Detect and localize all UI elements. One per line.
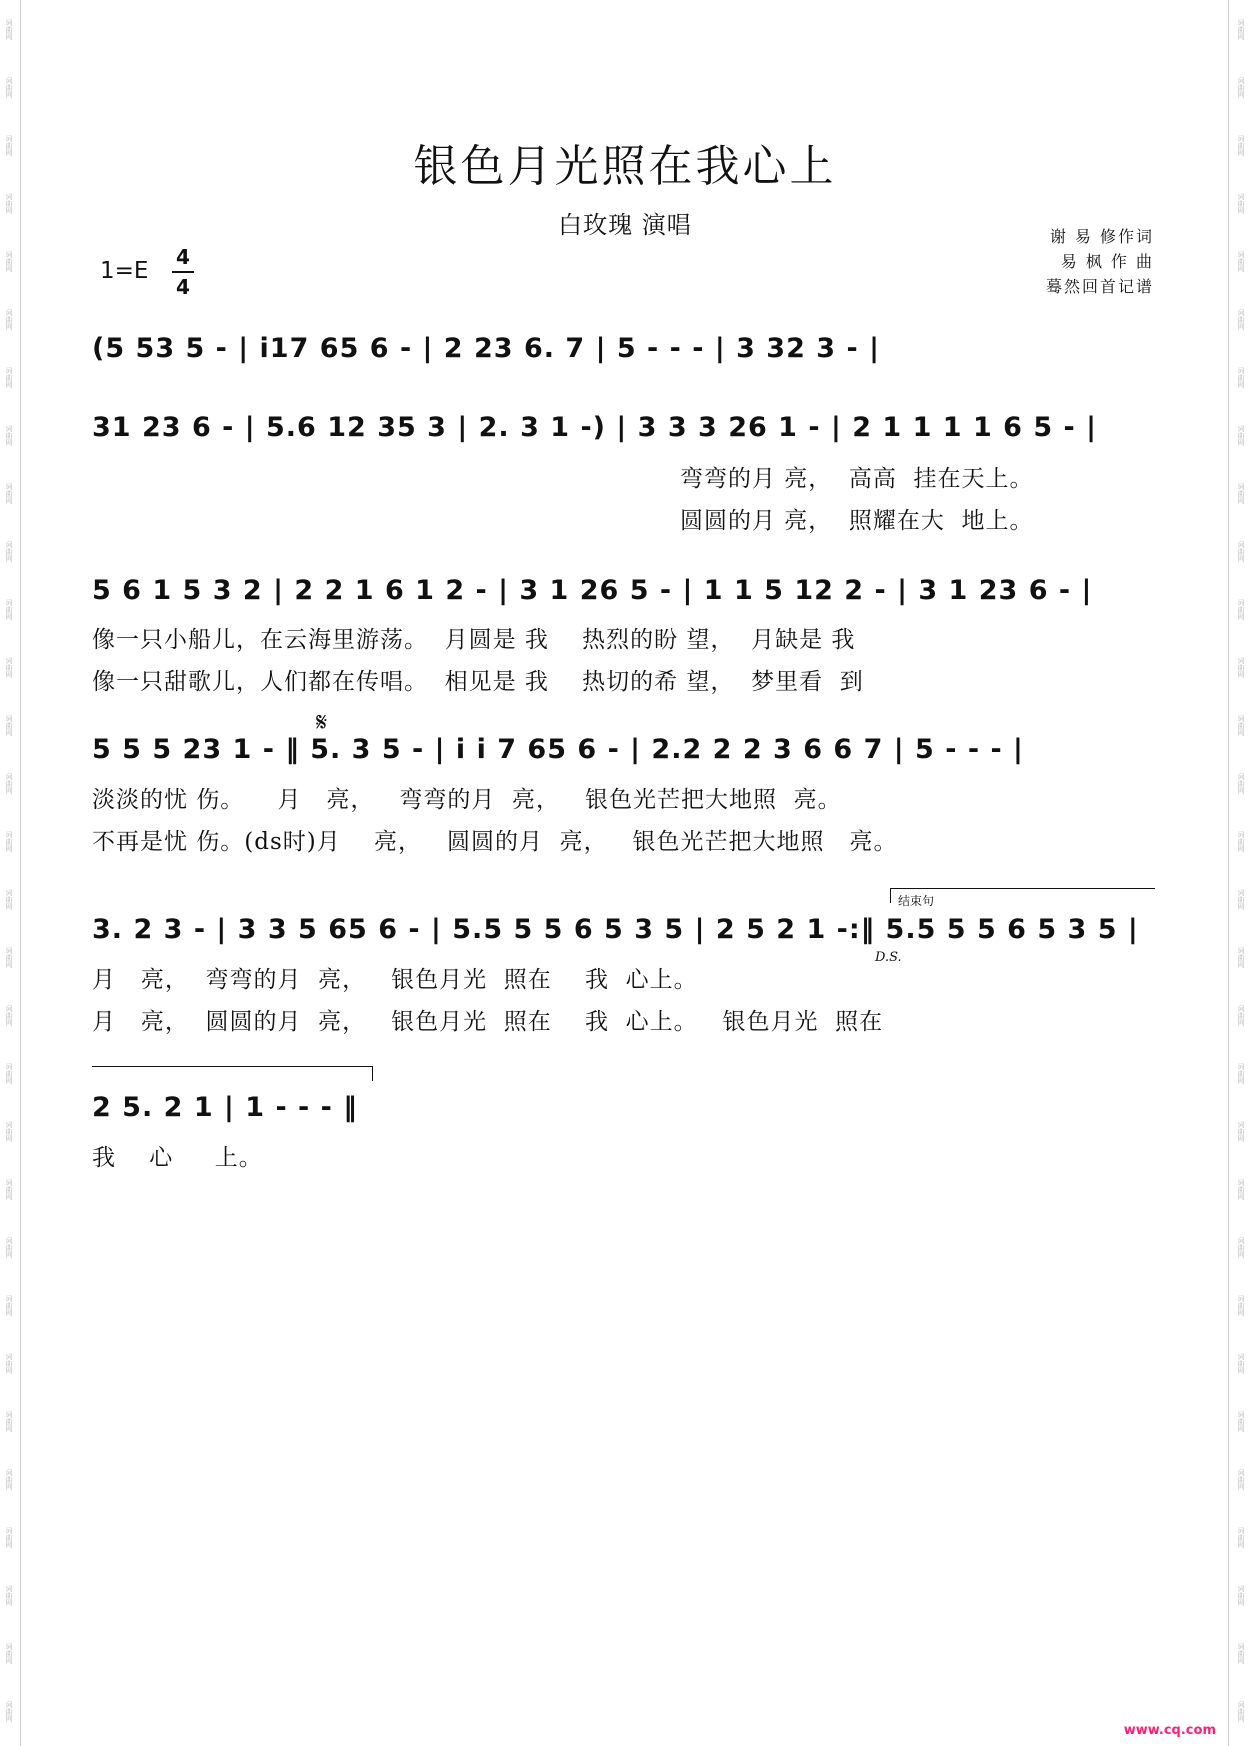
watermark-text: 词曲网 bbox=[5, 1352, 13, 1374]
watermark-text: 词曲网 bbox=[5, 772, 13, 794]
lyrics-row-3-verse-1: 像一只小船儿，在云海里游荡。 月圆是 我 热烈的盼 望， 月缺是 我 bbox=[92, 627, 856, 653]
transcriber-credit: 蓦然回首记谱 bbox=[1045, 277, 1154, 296]
lyrics-row-4-verse-2: 不再是忧 伤。(ds时)月 亮， 圆圆的月 亮， 银色光芒把大地照 亮。 bbox=[92, 829, 898, 855]
watermark-text: 词曲网 bbox=[5, 1526, 13, 1548]
ending-label: 结束句 bbox=[898, 894, 935, 908]
watermark-text: 词曲网 bbox=[1237, 1468, 1245, 1490]
watermark-text: 词曲网 bbox=[1237, 1352, 1245, 1374]
watermark-text: 词曲网 bbox=[5, 1236, 13, 1258]
watermark-text: 词曲网 bbox=[1237, 1062, 1245, 1084]
lyrics-row-2-verse-1: 弯弯的月 亮， 高高 挂在天上。 bbox=[680, 466, 1034, 492]
watermark-text: 词曲网 bbox=[5, 482, 13, 504]
notation-row-4: 5 5 5 23 1 - ‖ 5. 3 5 - | i i 7 65 6 - | 2.2 2 2 3 6 6 7 | 5 - - - | bbox=[92, 734, 1024, 765]
segno-sign: 𝄋 bbox=[316, 708, 328, 738]
watermark-text: 词曲网 bbox=[5, 308, 13, 330]
watermark-text: 词曲网 bbox=[1237, 1526, 1245, 1548]
lyrics-row-5-verse-2: 月 亮， 圆圆的月 亮， 银色月光 照在 我 心上。 银色月光 照在 bbox=[92, 1009, 884, 1035]
notation-row-2: 31 23 6 - | 5.6 12 35 3 | 2. 3 1 -) | 3 3 3 26 1 - | 2 1 1 1 1 6 5 - | bbox=[92, 412, 1098, 443]
watermark-text: 词曲网 bbox=[5, 830, 13, 852]
watermark-text: 词曲网 bbox=[5, 18, 13, 40]
lyrics-row-2-verse-2: 圆圆的月 亮， 照耀在大 地上。 bbox=[680, 508, 1034, 534]
lyricist-credit: 谢 易 修作词 bbox=[1049, 227, 1154, 246]
watermark-text: 词曲网 bbox=[5, 540, 13, 562]
lyrics-row-5-verse-1: 月 亮， 弯弯的月 亮， 银色月光 照在 我 心上。 bbox=[92, 967, 698, 993]
watermark-text: 词曲网 bbox=[5, 1294, 13, 1316]
ending-bracket-end bbox=[92, 1066, 373, 1081]
watermark-text: 词曲网 bbox=[1237, 134, 1245, 156]
time-signature-top: 4 bbox=[176, 245, 190, 269]
watermark-text: 词曲网 bbox=[1237, 482, 1245, 504]
watermark-text: 词曲网 bbox=[5, 656, 13, 678]
watermark-text: 词曲网 bbox=[5, 134, 13, 156]
watermark-text: 词曲网 bbox=[1237, 540, 1245, 562]
watermark-text: 词曲网 bbox=[5, 598, 13, 620]
watermark-text: 词曲网 bbox=[1237, 1700, 1245, 1722]
performer-line: 白玫瑰 演唱 bbox=[558, 211, 692, 239]
watermark-text: 词曲网 bbox=[1237, 1294, 1245, 1316]
credits-block bbox=[1046, 224, 1154, 299]
watermark-text: 词曲网 bbox=[1237, 308, 1245, 330]
watermark-text: 词曲网 bbox=[5, 1584, 13, 1606]
watermark-text: 词曲网 bbox=[1237, 1004, 1245, 1026]
watermark-text: 词曲网 bbox=[1237, 1642, 1245, 1664]
lyrics-row-3-verse-2: 像一只甜歌儿，人们都在传唱。 相见是 我 热切的希 望， 梦里看 到 bbox=[92, 669, 864, 695]
watermark-text: 词曲网 bbox=[1237, 1410, 1245, 1432]
watermark-text: 词曲网 bbox=[1237, 772, 1245, 794]
watermark-text: 词曲网 bbox=[5, 1004, 13, 1026]
watermark-text: 词曲网 bbox=[5, 192, 13, 214]
watermark-text: 词曲网 bbox=[5, 424, 13, 446]
watermark-text: 词曲网 bbox=[5, 714, 13, 736]
watermark-text: 词曲网 bbox=[1237, 1236, 1245, 1258]
ds-marking: D.S. bbox=[875, 950, 902, 965]
site-footer-logo: www.cq.com bbox=[1123, 1723, 1216, 1738]
watermark-text: 词曲网 bbox=[5, 366, 13, 388]
notation-row-6: 2 5. 2 1 | 1 - - - ‖ bbox=[92, 1092, 358, 1123]
watermark-text: 词曲网 bbox=[1237, 76, 1245, 98]
watermark-text: 词曲网 bbox=[1237, 18, 1245, 40]
lyrics-row-6: 我 心 上。 bbox=[92, 1145, 263, 1171]
watermark-text: 词曲网 bbox=[5, 1062, 13, 1084]
song-title: 银色月光照在我心上 bbox=[413, 141, 837, 192]
watermark-text: 词曲网 bbox=[5, 888, 13, 910]
watermark-text: 词曲网 bbox=[5, 1642, 13, 1664]
watermark-strip-right bbox=[1234, 0, 1248, 1746]
watermark-text: 词曲网 bbox=[5, 1700, 13, 1722]
watermark-text: 词曲网 bbox=[1237, 714, 1245, 736]
watermark-text: 词曲网 bbox=[5, 1178, 13, 1200]
notation-row-1: (5 53 5 - | i17 65 6 - | 2 23 6. 7 | 5 - - - | 3 32 3 - | bbox=[92, 333, 880, 364]
lyrics-row-4-verse-1: 淡淡的忧 伤。 月 亮， 弯弯的月 亮， 银色光芒把大地照 亮。 bbox=[92, 787, 842, 813]
watermark-text: 词曲网 bbox=[1237, 888, 1245, 910]
watermark-text: 词曲网 bbox=[1237, 366, 1245, 388]
watermark-text: 词曲网 bbox=[1237, 656, 1245, 678]
margin-line-left bbox=[20, 0, 21, 1746]
key-signature: 1=E bbox=[100, 258, 149, 284]
watermark-text: 词曲网 bbox=[1237, 1584, 1245, 1606]
watermark-strip-left bbox=[2, 0, 16, 1746]
watermark-text: 词曲网 bbox=[1237, 946, 1245, 968]
watermark-text: 词曲网 bbox=[1237, 1178, 1245, 1200]
watermark-text: 词曲网 bbox=[1237, 192, 1245, 214]
watermark-text: 词曲网 bbox=[1237, 1120, 1245, 1142]
composer-credit: 易 枫 作 曲 bbox=[1060, 252, 1154, 271]
margin-line-right bbox=[1228, 0, 1229, 1746]
watermark-text: 词曲网 bbox=[5, 250, 13, 272]
watermark-text: 词曲网 bbox=[5, 1468, 13, 1490]
notation-row-5: 3. 2 3 - | 3 3 5 65 6 - | 5.5 5 5 6 5 3 5 | 2 5 2 1 -:‖ 5.5 5 5 6 5 3 5 | bbox=[92, 914, 1139, 945]
watermark-text: 词曲网 bbox=[1237, 598, 1245, 620]
time-signature bbox=[172, 244, 194, 300]
watermark-text: 词曲网 bbox=[5, 1120, 13, 1142]
notation-row-3: 5 6 1 5 3 2 | 2 2 1 6 1 2 - | 3 1 26 5 - | 1 1 5 12 2 - | 3 1 23 6 - | bbox=[92, 575, 1093, 606]
watermark-text: 词曲网 bbox=[1237, 424, 1245, 446]
watermark-text: 词曲网 bbox=[1237, 250, 1245, 272]
time-signature-bottom: 4 bbox=[176, 275, 190, 299]
watermark-text: 词曲网 bbox=[5, 1410, 13, 1432]
watermark-text: 词曲网 bbox=[5, 76, 13, 98]
watermark-text: 词曲网 bbox=[1237, 830, 1245, 852]
watermark-text: 词曲网 bbox=[5, 946, 13, 968]
time-signature-bar bbox=[172, 271, 194, 273]
